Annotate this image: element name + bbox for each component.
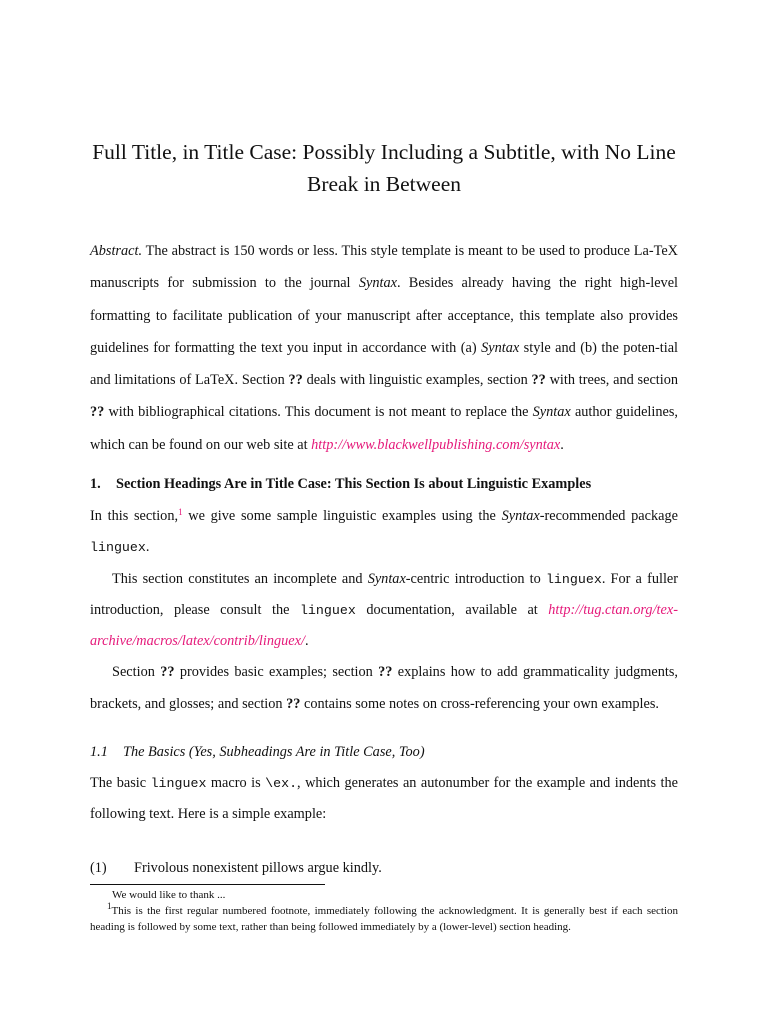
acknowledgment-footnote — [90, 887, 678, 903]
subsection-heading — [90, 740, 678, 764]
footnote-text: We would like to thank ... — [112, 889, 226, 901]
package-name: linguex — [299, 602, 356, 618]
journal-name: Syntax — [367, 570, 406, 587]
paragraph-text: The basic — [90, 775, 147, 791]
abstract-text: with trees, and section — [549, 372, 679, 389]
unresolved-ref: ?? — [90, 404, 105, 421]
period: . — [560, 436, 564, 453]
paragraph-text: provides basic examples; section — [179, 664, 373, 681]
abstract-text: deals with linguistic examples, section — [306, 372, 528, 389]
footnote-1 — [90, 903, 678, 935]
period: . — [145, 539, 150, 556]
journal-name: Syntax — [532, 404, 571, 421]
period: . — [304, 633, 309, 650]
paragraph-text: -recommended package — [539, 508, 678, 524]
section-body — [90, 501, 678, 720]
section-heading — [90, 472, 678, 496]
paragraph-text: In this section, — [90, 508, 179, 524]
subsection-title: The Basics (Yes, Subheadings Are in Title Case, Too) — [123, 744, 425, 760]
paragraph-text: Section — [112, 664, 155, 681]
macro-name: \ex. — [265, 776, 298, 791]
section-title: Section Headings Are in Title Case: This Section Is about Linguistic Examples — [116, 476, 592, 492]
subsection-number: 1.1 — [90, 744, 108, 760]
unresolved-ref: ?? — [288, 372, 303, 389]
paragraph-text: -centric introduction to — [405, 570, 541, 587]
syntax-website-link[interactable]: http://www.blackwellpublishing.com/syntax — [311, 436, 561, 453]
example-number: (1) — [90, 860, 107, 876]
unresolved-ref: ?? — [286, 695, 301, 712]
unresolved-ref: ?? — [160, 664, 175, 681]
package-name: linguex — [150, 776, 207, 791]
abstract-text: author guidelines, which can be found on our web site at — [90, 404, 678, 453]
paragraph-text: we give some sample linguistic examples using the — [188, 508, 496, 524]
journal-name: Syntax — [481, 339, 520, 356]
paragraph-text: macro is — [210, 775, 261, 791]
journal-name: Syntax — [501, 508, 540, 524]
footnote-marker[interactable]: 1 — [178, 507, 183, 517]
paragraph-text: . For a fuller introduction, please consult the — [90, 570, 679, 618]
abstract-text: . Besides already having the right high-level formatting to facilitate publication of your manuscript after acceptance, this template also provides guidelines for formatting the text you input in accordance with (a) — [90, 275, 679, 356]
footnote-number: 1 — [107, 901, 112, 911]
paragraph-text: documentation, available at — [366, 601, 538, 618]
abstract-text: The abstract is 150 words or less. This style template is meant to be used to produce La-TeX manuscripts for submission to the journal — [90, 243, 678, 292]
package-name: linguex — [90, 540, 146, 556]
paragraph-text: , which generates an autonumber for the example and indents the following text. Here is a simple example: — [90, 775, 679, 823]
footnote-rule — [90, 884, 325, 885]
paragraph-text: explains how to add grammaticality judgments, brackets, and glosses; and section — [90, 664, 678, 712]
example-text: Frivolous nonexistent pillows argue kindly. — [134, 860, 382, 876]
footnote-text: This is the first regular numbered footnote, immediately following the acknowledgment. It is generally best if each section heading is followed by some text, rather than being followed immediately by a (lower-level) section heading. — [90, 905, 678, 933]
paragraph — [90, 564, 678, 658]
paragraph — [90, 657, 678, 720]
linguistic-example — [90, 856, 678, 880]
subsection-body — [90, 768, 678, 831]
paragraph-text: This section constitutes an incomplete and — [112, 570, 363, 587]
paper-title: Full Title, in Title Case: Possibly Including a Subtitle, with No Line Break in Between — [92, 140, 676, 196]
abstract-label: Abstract. — [90, 243, 143, 259]
journal-name: Syntax — [358, 275, 397, 292]
linguex-doc-link[interactable]: http://tug.ctan.org/tex-archive/macros/latex/contrib/linguex/ — [90, 601, 678, 650]
section-number: 1. — [90, 476, 101, 492]
abstract — [90, 235, 678, 461]
abstract-text: style and (b) the poten-tial and limitations of LaTeX. Section — [90, 339, 679, 389]
unresolved-ref: ?? — [531, 372, 546, 389]
unresolved-ref: ?? — [378, 664, 393, 681]
package-name: linguex — [545, 571, 602, 587]
abstract-text: with bibliographical citations. This document is not meant to replace the — [108, 404, 529, 421]
paragraph-text: contains some notes on cross-referencing your own examples. — [304, 695, 659, 712]
paragraph — [90, 501, 678, 564]
